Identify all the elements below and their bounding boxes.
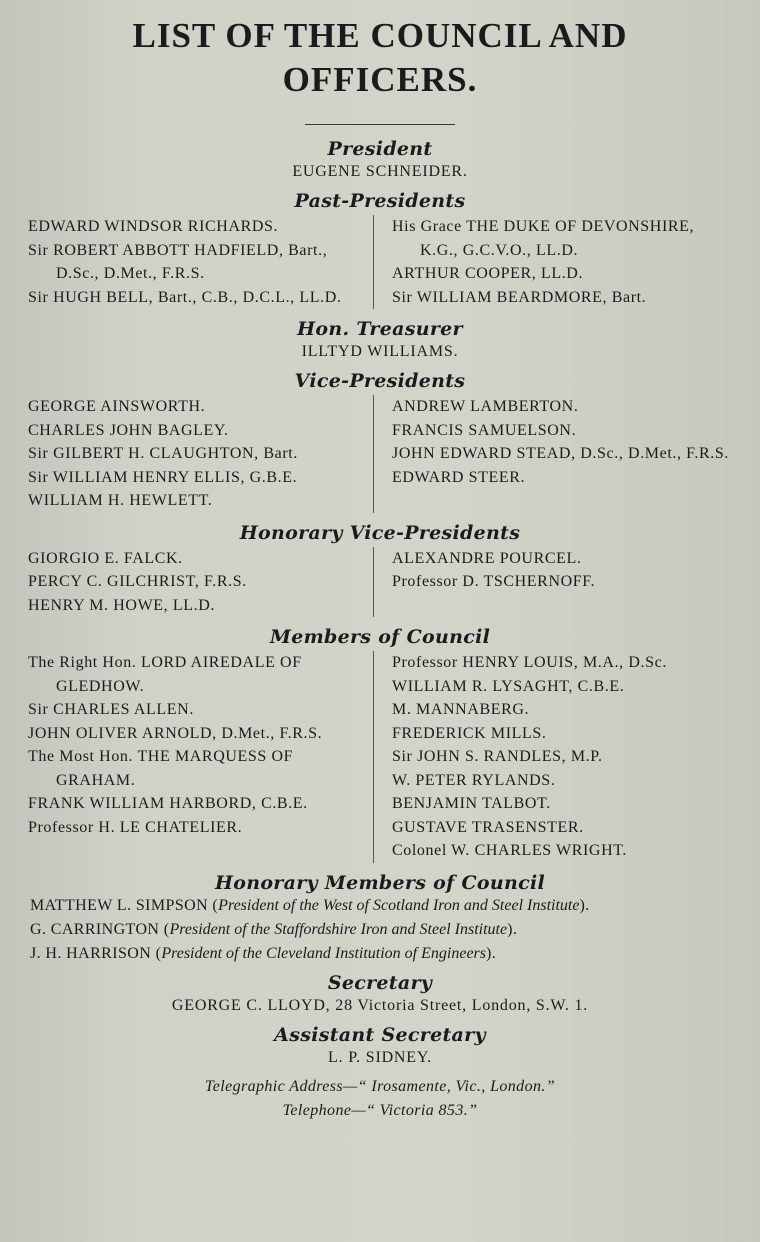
members-of-council-section xyxy=(28,625,732,863)
title-line-2: OFFICERS. xyxy=(282,60,478,99)
council-member-entry: The Right Hon. LORD AIREDALE OF GLEDHOW. xyxy=(28,654,302,695)
council-member-entry: WILLIAM R. LYSAGHT, C.B.E. xyxy=(392,677,625,695)
council-member-entry: FREDERICK MILLS. xyxy=(392,724,547,742)
honorary-member-entry: G. CARRINGTON (President of the Staffordshire Iron and Steel Institute). xyxy=(30,920,518,938)
past-presidents-left-column xyxy=(28,215,373,309)
telephone-number: Telephone—“ Victoria 853.” xyxy=(282,1101,478,1119)
council-member-entry: Professor HENRY LOUIS, M.A., D.Sc. xyxy=(392,654,667,671)
members-of-council-right-column xyxy=(373,651,732,863)
assistant-secretary-heading: Assistant Secretary xyxy=(274,1023,486,1046)
council-member-entry: FRANK WILLIAM HARBORD, C.B.E. xyxy=(28,795,308,812)
honorary-members-heading: Honorary Members of Council xyxy=(214,871,545,894)
members-of-council-heading: Members of Council xyxy=(269,626,491,648)
honorary-vice-presidents-right-column xyxy=(373,547,732,618)
past-presidents-right-column xyxy=(373,215,732,309)
contact-section xyxy=(28,1075,732,1123)
president-name: EUGENE SCHNEIDER. xyxy=(292,163,468,180)
members-of-council-left-column xyxy=(28,651,373,863)
vice-presidents-columns xyxy=(28,395,732,513)
members-of-council-columns xyxy=(28,651,732,863)
council-member-entry: Sir CHARLES ALLEN. xyxy=(28,701,194,718)
vice-presidents-left-column xyxy=(28,395,373,513)
vice-president-entry: GEORGE AINSWORTH. xyxy=(28,398,206,415)
council-member-entry: GUSTAVE TRASENSTER. xyxy=(392,818,584,836)
council-member-entry: JOHN OLIVER ARNOLD, D.Met., F.R.S. xyxy=(28,724,323,742)
past-presidents-columns xyxy=(28,215,732,309)
council-member-entry: The Most Hon. THE MARQUESS OF GRAHAM. xyxy=(28,748,294,789)
past-president-entry: Sir ROBERT ABBOTT HADFIELD, Bart., D.Sc., D.Met., F.R.S. xyxy=(28,241,328,282)
hon-treasurer-section xyxy=(28,317,732,363)
honorary-vice-presidents-columns xyxy=(28,547,732,618)
vice-president-entry: WILLIAM H. HEWLETT. xyxy=(28,492,213,509)
past-president-entry: Sir WILLIAM BEARDMORE, Bart. xyxy=(392,288,647,306)
assistant-secretary-section xyxy=(28,1023,732,1069)
honorary-vice-president-entry: GIORGIO E. FALCK. xyxy=(28,549,183,567)
honorary-vice-president-entry: PERCY C. GILCHRIST, F.R.S. xyxy=(28,573,247,590)
title-divider xyxy=(305,124,455,125)
secretary-section xyxy=(28,971,732,1017)
hon-treasurer-name: ILLTYD WILLIAMS. xyxy=(301,343,459,360)
honorary-vice-presidents-section xyxy=(28,521,732,618)
honorary-vice-president-entry: ALEXANDRE POURCEL. xyxy=(392,549,582,567)
honorary-vice-president-entry: HENRY M. HOWE, LL.D. xyxy=(28,596,215,614)
honorary-vice-presidents-heading: Honorary Vice-Presidents xyxy=(239,521,521,544)
telegraphic-address: Telegraphic Address—“ Irosamente, Vic., London.” xyxy=(204,1077,556,1095)
assistant-secretary-name: L. P. SIDNEY. xyxy=(328,1048,432,1066)
secretary-line: GEORGE C. LLOYD, 28 Victoria Street, London, S.W. 1. xyxy=(171,996,589,1014)
vice-presidents-section xyxy=(28,369,732,513)
page-title xyxy=(28,14,732,102)
vice-president-entry: Sir WILLIAM HENRY ELLIS, G.B.E. xyxy=(28,468,298,486)
council-member-entry: Sir JOHN S. RANDLES, M.P. xyxy=(392,748,603,765)
president-heading: President xyxy=(327,138,433,160)
honorary-member-name: J. H. HARRISON xyxy=(30,944,152,962)
honorary-member-name: G. CARRINGTON xyxy=(30,920,160,938)
vice-president-entry: Sir GILBERT H. CLAUGHTON, Bart. xyxy=(28,445,298,462)
honorary-member-note: President of the West of Scotland Iron and Steel Institute xyxy=(218,896,580,914)
past-president-entry: His Grace THE DUKE OF DEVONSHIRE, K.G., G.C.V.O., LL.D. xyxy=(392,218,695,259)
vice-president-entry: CHARLES JOHN BAGLEY. xyxy=(28,421,229,439)
vice-president-entry: EDWARD STEER. xyxy=(392,468,526,486)
past-presidents-section xyxy=(28,189,732,309)
honorary-vice-president-entry: Professor D. TSCHERNOFF. xyxy=(392,573,596,590)
title-line-1: LIST OF THE COUNCIL AND xyxy=(132,16,628,55)
council-member-entry: Colonel W. CHARLES WRIGHT. xyxy=(392,842,628,859)
honorary-member-note: President of the Staffordshire Iron and Steel Institute xyxy=(169,920,508,938)
council-member-entry: W. PETER RYLANDS. xyxy=(392,771,556,789)
past-president-entry: EDWARD WINDSOR RICHARDS. xyxy=(28,218,279,235)
honorary-vice-presidents-left-column xyxy=(28,547,373,618)
vice-presidents-heading: Vice-Presidents xyxy=(294,370,466,392)
secretary-heading: Secretary xyxy=(327,971,433,994)
vice-presidents-right-column xyxy=(373,395,732,513)
honorary-members-section xyxy=(28,871,732,971)
past-president-entry: Sir HUGH BELL, Bart., C.B., D.C.L., LL.D. xyxy=(28,288,342,306)
council-member-entry: BENJAMIN TALBOT. xyxy=(392,795,551,812)
vice-president-entry: ANDREW LAMBERTON. xyxy=(392,398,579,415)
vice-president-entry: FRANCIS SAMUELSON. xyxy=(392,421,577,439)
honorary-member-entry: J. H. HARRISON (President of the Cleveland Institution of Engineers). xyxy=(30,944,497,962)
past-presidents-heading: Past-Presidents xyxy=(294,190,466,212)
honorary-member-note: President of the Cleveland Institution of Engineers xyxy=(161,944,486,962)
president-section xyxy=(28,137,732,183)
vice-president-entry: JOHN EDWARD STEAD, D.Sc., D.Met., F.R.S. xyxy=(392,445,729,462)
council-member-entry: Professor H. LE CHATELIER. xyxy=(28,818,243,836)
honorary-member-name: MATTHEW L. SIMPSON xyxy=(30,896,209,914)
hon-treasurer-heading: Hon. Treasurer xyxy=(297,318,463,340)
past-president-entry: ARTHUR COOPER, LL.D. xyxy=(392,265,584,282)
honorary-member-entry: MATTHEW L. SIMPSON (President of the West of Scotland Iron and Steel Institute). xyxy=(30,896,590,914)
council-member-entry: M. MANNABERG. xyxy=(392,701,530,718)
